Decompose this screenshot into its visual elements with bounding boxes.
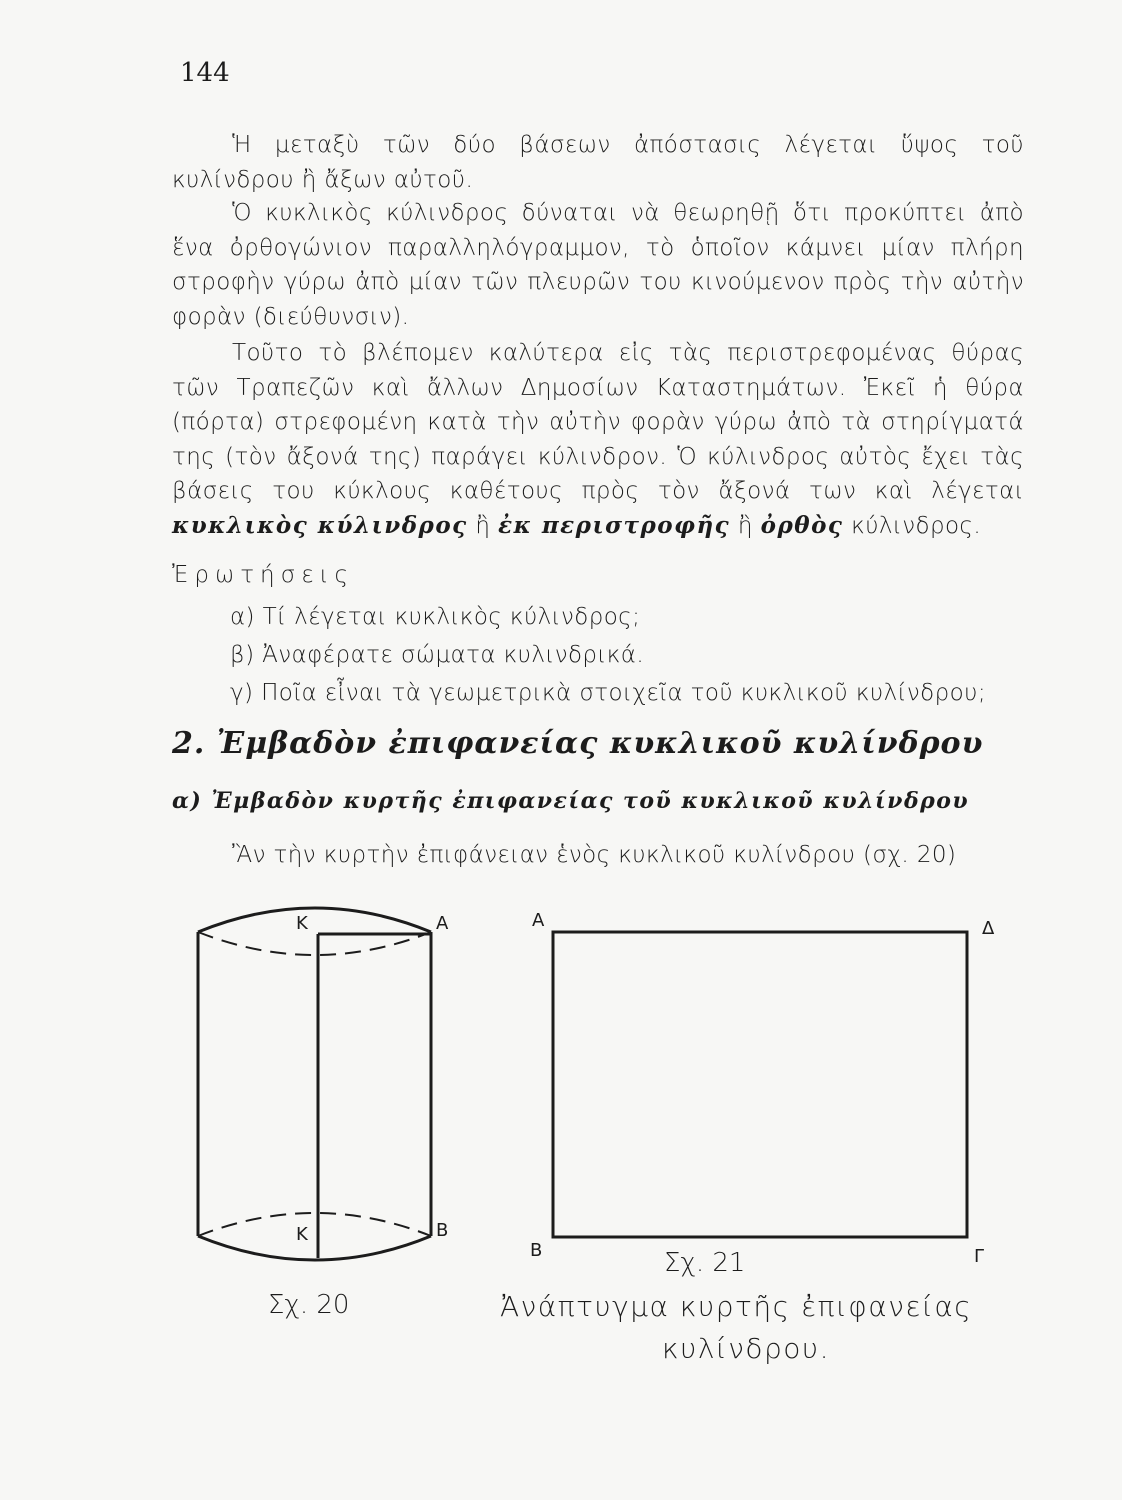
label-top-a: Α [436, 913, 449, 934]
term-circular-cylinder: κυκλικὸς κύλινδρος [172, 511, 468, 539]
figure-21-caption: Σχ. 21 [664, 1248, 746, 1278]
conjunction: ἢ [737, 512, 753, 539]
question-item: γ) Ποῖα εἶναι τὰ γεωμετρικὰ στοιχεῖα τοῦ κυκλικοῦ κυλίνδρου; [230, 680, 986, 706]
development-rectangle [553, 932, 967, 1237]
section-subtitle: α) Ἐμβαδὸν κυρτῆς ἐπιφανείας τοῦ κυκλικοῦ κυλίνδρου [172, 788, 970, 814]
figure-21-caption-line1: Ἀνάπτυγμα κυρτῆς ἐπιφανείας [500, 1290, 973, 1323]
section-title: 2. Ἐμβαδὸν ἐπιφανείας κυκλικοῦ κυλίνδρου [172, 726, 984, 761]
label-bottom-b: Β [436, 1220, 449, 1241]
figure-21-caption-line2: κυλίνδρου. [662, 1332, 831, 1365]
question-item: β) Ἀναφέρατε σώματα κυλινδρικά. [230, 642, 645, 668]
cylinder-top-arc [198, 908, 431, 932]
paragraph-text: κύλινδρος. [851, 512, 982, 539]
page-number: 144 [180, 58, 230, 88]
label-bottom-k: Κ [296, 1224, 308, 1245]
paragraph-text: Ὁ κυκλικὸς κύλινδρος δύναται νὰ θεωρηθῇ ὅτι προκύπτει ἀπὸ ἕνα ὀρθογώνιον παραλληλόγραμμον, τὸ ὁποῖον κάμνει μίαν πλήρη στροφὴν γύρω ἀπὸ μίαν τῶν πλευρῶν του κινούμενον πρὸς τὴν αὐτὴν φορὰν (διεύθυνσιν). [172, 200, 1024, 330]
label-top-k: Κ [296, 913, 308, 934]
section-text: Ἂν τὴν κυρτὴν ἐπιφάνειαν ἑνὸς κυκλικοῦ κυλίνδρου (σχ. 20) [232, 842, 957, 868]
paragraph-text: Ἡ μεταξὺ τῶν δύο βάσεων ἀπόστασις λέγεται ὕψος τοῦ κυλίνδρου ἢ ἄξων αὐτοῦ. [172, 132, 1024, 193]
cylinder-bottom-back-arc [198, 1213, 431, 1236]
label-b: Β [530, 1240, 543, 1261]
term-right: ὀρθὸς [760, 511, 844, 539]
label-g: Γ [974, 1246, 985, 1267]
cylinder-figure [198, 908, 431, 1260]
rectangle-figure [553, 932, 967, 1237]
questions-heading: Ἐρωτήσεις [172, 562, 355, 588]
paragraph-text: Τοῦτο τὸ βλέπομεν καλύτερα εἰς τὰς περιστρεφομένας θύρας τῶν Τραπεζῶν καὶ ἄλλων Δημοσίων Καταστημάτων. Ἐκεῖ ἡ θύρα (πόρτα) στρεφομένη κατὰ τὴν αὐτὴν φορὰν γύρω ἀπὸ τὰ στηρίγματά της (τὸν ἄξονά της) παράγει κύλινδρον. Ὁ κύλινδρος αὐτὸς ἔχει τὰς βάσεις του κύκλους καθέτους πρὸς τὸν ἄξονά των καὶ λέγεται [172, 340, 1024, 504]
label-a: Α [532, 910, 545, 931]
label-d: Δ [982, 918, 995, 939]
question-item: α) Τί λέγεται κυκλικὸς κύλινδρος; [230, 604, 641, 630]
conjunction: ἢ [475, 512, 491, 539]
figure-20-caption: Σχ. 20 [268, 1290, 350, 1320]
cylinder-bottom-arc [198, 1236, 431, 1260]
term-by-revolution: ἐκ περιστροφῆς [498, 511, 731, 539]
